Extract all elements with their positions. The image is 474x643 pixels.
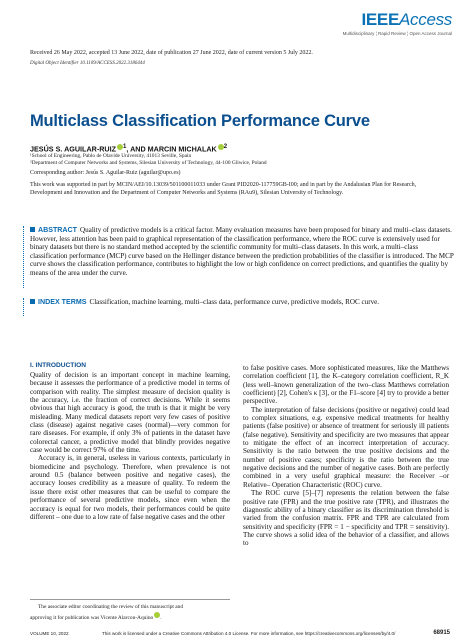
funding-statement: This work was supported in part by MCIN/AEI/10.13039/501100011033 under Grant PID2020-117759GB-I00; and in part by the Andalusian Plan for Research, Development and Innovation and the Department of Computer Networks and Systems (RAu9), Silesian University of Technology. xyxy=(30,182,417,196)
abstract xyxy=(30,226,455,278)
volume-label: VOLUME 10, 2022 xyxy=(30,631,69,636)
footnote-rule xyxy=(30,599,230,600)
square-bullet-icon xyxy=(30,299,35,304)
index-terms-rule xyxy=(23,298,26,316)
doi-line: Digital Object Identifier 10.1109/ACCESS.2022.3186444 xyxy=(30,61,145,66)
journal-logo xyxy=(343,10,452,36)
page-number: 68915 xyxy=(433,630,450,636)
paragraph: to false positive cases. More sophisticated measures, like the Matthews correlation coefficient [1], the K–category correlation coefficient, R_K (less well–known generalization of the two–class Matthews correlation coefficient) [2], Cohen's κ [3], or the F1–score [4] try to provide a better perspective. xyxy=(243,364,449,406)
abstract-rule xyxy=(23,226,26,288)
section-heading: I. INTRODUCTION xyxy=(30,362,87,369)
orcid-icon[interactable] xyxy=(154,612,160,618)
license-text[interactable]: This work is licensed under a Creative Commons Attribution 4.0 License. For more information, see https://creativecommons.org/licenses/by/4.0/ xyxy=(102,631,396,636)
journal-name: IEEEAccess xyxy=(361,10,452,29)
publication-dates: Received 26 May 2022, accepted 13 June 2022, date of publication 27 June 2022, date of current version 5 July 2022. xyxy=(30,50,313,56)
journal-tagline: Multidisciplinary ¦ Rapid Review ¦ Open Access Journal xyxy=(342,31,452,36)
abstract-text: Quality of predictive models is a critical factor. Many evaluation measures have been proposed for binary and multi–class datasets. However, less attention has been paid to graphical representation of the classification performance, where the ROC curve is extensively used for binary datasets but there is no standard method accepted by the scientific community for multi–class datasets. In this work, a multi–class classification performance (MCP) curve based on the Hellinger distance between the prediction probabilities of the classifier is introduced. The MCP curve shows the classification performance, contributes to highlight the low or high confidence on correct predictions, and quantifies the quality by means of the area under the curve. xyxy=(30,226,454,277)
author-line: JESÚS S. AGUILAR-RUIZ $^1$, AND MARCIN MICHALAK $^2$ xyxy=(30,144,228,154)
paragraph: Accuracy is, in general, useless in various contexts, particularly in biomedicine and psychology. Therefore, when prevalence is not around 0.5 (balance between positive and negative cases), the accuracy looses credibility as a measure of quality. To redeem the issue there exist other measures that can be useful to compare the performance of several predictive models, since even when the accuracy is equal for two models, their performances could be quite different – one due to a low rate of false negative cases and the other xyxy=(30,454,230,521)
index-terms xyxy=(30,298,455,307)
index-terms-label: INDEX TERMS xyxy=(38,298,87,306)
paragraph: The interpretation of false decisions (positive or negative) could lead to complex situations, e.g. expensive medical treatments for healthy patients (false positive) or absence of treatment for seriously ill patients (false negative). Sensitivity and specificity are two measures that appear to mitigate the effect of an incorrect interpretation of accuracy. Sensitivity is the ratio between the true positive decisions and the number of positive cases; specificity is the ratio between the true negative decisions and the number of negative cases. Both are perfectly combined in a very useful graphical measure: the Receiver –or Relative– Operation Characteristic (ROC) curve. xyxy=(243,405,449,489)
author-1: JESÚS S. AGUILAR-RUIZ xyxy=(30,144,116,154)
paragraph: The ROC curve [5]–[7] represents the relation between the false positive rate (FPR) and the true positive rate (TPR), and illustrates the diagnostic ability of a binary classifier as its discrimination threshold is varied from the confusion matrix. FPR and TPR are calculated from sensitivity and specificity (FPR = 1 − specificity and TPR = sensitivity). The curve shows a solid idea of the behavior of a classifier, and allows to xyxy=(243,489,449,548)
paper-title: Multiclass Classification Performance Curve xyxy=(30,112,370,130)
author-2: AND MARCIN MICHALAK xyxy=(130,144,217,154)
editor-footnote: The associate editor coordinating the review of this manuscript and approving it for publication was Vicente Alarcon-Aquino . xyxy=(30,604,184,621)
abstract-label: ABSTRACT xyxy=(38,226,78,234)
square-bullet-icon xyxy=(30,227,35,232)
right-column xyxy=(243,364,449,626)
paragraph: Quality of decision is an important concept in machine learning, because it assesses the performance of a predictive model in terms of comparison with reality. The simplest measure of decision quality is the accuracy, i.e. the fraction of correct decisions. While it seems obvious that high accuracy is good, the truth is that it might be very misleading. Many medical datasets report very few cases of positive class (disease) against negative cases (normal)—very common for rare diseases. For example, if only 3% of patients in the dataset have colorectal cancer, a predictive model that blindly provides negative case would be correct 97% of the time. xyxy=(30,371,230,455)
left-column xyxy=(30,371,230,599)
affiliation-2: ²Department of Computer Networks and Systems, Silesian University of Technology, 44-100 Gliwice, Poland xyxy=(30,160,267,166)
index-terms-text: Classification, machine learning, multi–class data, performance curve, predictive models, ROC curve. xyxy=(89,298,380,306)
corresponding-author: Corresponding author: Jesús S. Aguilar-Ruiz (aguilar@upo.es) xyxy=(30,170,181,176)
affiliation-1: ¹School of Engineering, Pablo de Olavide University, 41013 Seville, Spain xyxy=(30,153,192,159)
